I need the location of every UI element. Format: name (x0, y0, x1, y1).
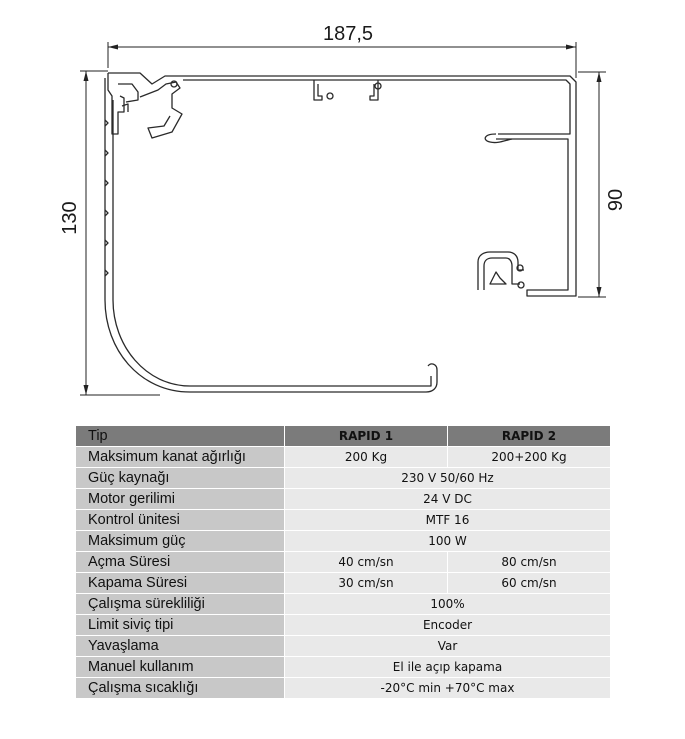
spec-table-header (76, 426, 610, 446)
table-row (76, 678, 610, 698)
table-row (76, 489, 610, 509)
aluminium-profile (105, 73, 576, 392)
inner-height-dimension-label: 90 (605, 188, 627, 212)
row-value-rapid-1: 200 Kg (285, 447, 447, 467)
row-value: El ile açıp kapama (285, 657, 610, 677)
table-row (76, 594, 610, 614)
row-value: -20°C min +70°C max (285, 678, 610, 698)
header-rapid-1: RAPID 1 (285, 426, 447, 446)
height-dimension-label: 130 (59, 201, 81, 235)
spec-table (75, 425, 611, 699)
table-row (76, 447, 610, 467)
table-row (76, 636, 610, 656)
row-label: Manuel kullanım (76, 657, 284, 677)
row-value-rapid-2: 80 cm/sn (448, 552, 610, 572)
header-rapid-2: RAPID 2 (448, 426, 610, 446)
table-row (76, 573, 610, 593)
row-value-rapid-1: 40 cm/sn (285, 552, 447, 572)
row-label: Çalışma sürekliliği (76, 594, 284, 614)
table-row (76, 552, 610, 572)
row-label: Çalışma sıcaklığı (76, 678, 284, 698)
row-value-rapid-2: 200+200 Kg (448, 447, 610, 467)
row-label: Limit siviç tipi (76, 615, 284, 635)
row-label: Kontrol ünitesi (76, 510, 284, 530)
row-value: Encoder (285, 615, 610, 635)
row-value-rapid-2: 60 cm/sn (448, 573, 610, 593)
row-value: Var (285, 636, 610, 656)
table-row (76, 531, 610, 551)
row-label: Güç kaynağı (76, 468, 284, 488)
row-label: Maksimum kanat ağırlığı (76, 447, 284, 467)
row-value: 24 V DC (285, 489, 610, 509)
row-value: 100% (285, 594, 610, 614)
row-label: Motor gerilimi (76, 489, 284, 509)
row-value: 100 W (285, 531, 610, 551)
row-value: MTF 16 (285, 510, 610, 530)
row-label: Kapama Süresi (76, 573, 284, 593)
table-row (76, 510, 610, 530)
row-value-rapid-1: 30 cm/sn (285, 573, 447, 593)
row-value: 230 V 50/60 Hz (285, 468, 610, 488)
table-row (76, 468, 610, 488)
table-row (76, 615, 610, 635)
row-label: Açma Süresi (76, 552, 284, 572)
width-dimension-label: 187,5 (322, 23, 374, 45)
row-label: Yavaşlama (76, 636, 284, 656)
table-row (76, 657, 610, 677)
row-label: Maksimum güç (76, 531, 284, 551)
header-label: Tip (76, 426, 284, 446)
